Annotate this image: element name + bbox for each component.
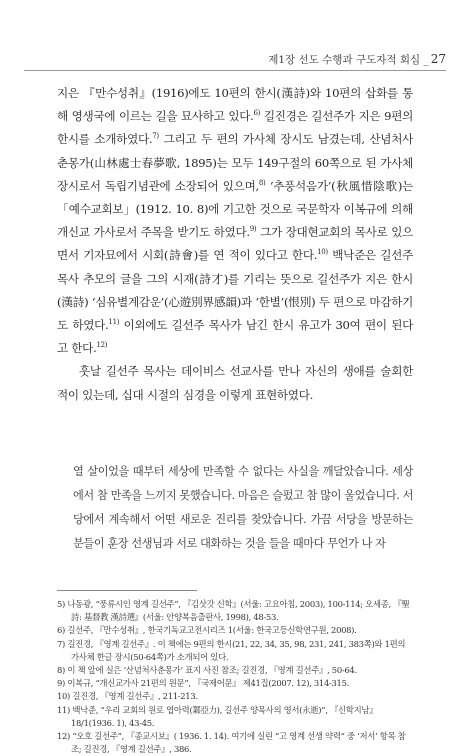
running-header: [24, 52, 446, 67]
text-run: 길진경은 길선주가 지은 9편의 한시를 소개하였다.: [57, 109, 413, 147]
footnote-item: 10) 길진경, 『영계 길선주』, 211-213.: [57, 691, 198, 702]
footnote-marker: 11): [108, 318, 120, 327]
text-run: 그가 장대현교회의 목사로 있으면서 기자묘에서 시회(詩會)를 연 적이 있다고 한다.: [57, 225, 413, 263]
text-run: 그리고 두 편의 가사체 장시도 남겼는데, 산념처사춘몽가(山林處士春夢歌, 1895)는 모두 149구절의 60쪽으로 된 가사체 장시로서 독립기념관에 소장되어 있으며,: [57, 132, 413, 193]
footnote-item: 12) “오호 길선주”, 『종교시보』( 1936. 1. 14). 여기에 실린 “고 영계 선생 약력” 중 ‘저서’ 항목 참조; 길진경, 『영계 길선주』, 386.: [57, 731, 406, 755]
footnote-marker: 12): [96, 341, 108, 350]
footnote-item: 9) 이복규, “개신교가사 21편의 원문”, 『국제어문』 제41집(2007. 12), 314-315.: [57, 678, 349, 689]
body-paragraph: [57, 360, 413, 406]
footnotes: [57, 598, 413, 756]
footnote-item: 8) 이 책 앞에 실은 ‘산념처사춘몽가’ 표지 사진 참조; 길진경, 『영계 길선주』, 50-64.: [57, 665, 357, 676]
footnote-marker: 10): [317, 248, 328, 257]
footnote-item: 5) 나동광, “풍류시인 영계 길선주”, 『김삿갓 신학』(서울: 고요아침, 2003), 100-114; 오세종, 『聖詩: 基督教 漢詩選』(서울: 안양복음출판사, 1998), 48-53.: [57, 599, 410, 623]
quote-text: 열 살이었을 때부터 세상에 만족할 수 없다는 사실을 깨달았습니다. 세상에서 참 만족을 느끼지 못했습니다. 마음은 슬펐고 참 많이 울었습니다. 서당에서 계속해서 어떤 새로운 진리를 찾았습니다. 가끔 서당을 방문하는 분들이 훈장 선생님과 서로 대화하는 것을 들을 때마다 무언가 나 자: [73, 465, 413, 550]
footnote-rule: [57, 590, 197, 591]
running-title: 제1장 선도 수행과 구도자적 회심 _: [268, 54, 429, 66]
footnote-marker: 6): [253, 109, 261, 118]
block-quote: [73, 460, 413, 556]
text-run: 백낙준은 길선주 목사 추모의 글을 그의 시재(詩才)를 기리는 뜻으로 길선주가 지은 한시(漢詩) ‘심유별계감운’(心遊別界感韻)과 ‘한별’(恨別) 두 편으로 마감하기도 하였다.: [57, 248, 413, 333]
footnote-marker: 8): [258, 178, 266, 187]
text-run: 지은 『만수성취』(1916)에도 10편의 한시(漢詩)와 10편의 삽화를 통해 영생국에 이르는 길을 묘사하고 있다.: [57, 86, 413, 124]
footnote-marker: 7): [152, 132, 159, 141]
footnote-item: 11) 백낙준, “우리 교회의 원로 엽아력(鄴亞力), 길선주 양목사의 영서(永逝)”, 『신학지남』 18/1(1936. 1), 43-45.: [57, 704, 378, 728]
body-paragraph: [57, 82, 413, 360]
text-run: 이외에도 길선주 목사가 남긴 한시 유고가 30여 편이 된다고 한다.: [57, 318, 413, 356]
footnote-item: 6) 길선주, 『만수성취』, 한국기독교고전시리즈 1(서울: 한국고등신학연구원, 2008).: [57, 625, 357, 636]
main-body: [57, 82, 413, 407]
page-number: 27: [430, 52, 446, 66]
footnote-marker: 9): [249, 225, 257, 234]
text-run: 훗날 길선주 목사는 데이비스 선교사를 만나 자신의 생애를 술회한 적이 있는데, 십대 시절의 심경을 이렇게 표현하였다.: [57, 364, 413, 402]
header-rule: [24, 70, 446, 71]
footnote-item: 7) 길진경, 『영계 길선주』. 이 책에는 9편의 한시(21, 22, 34, 35, 98, 231, 241, 383쪽)와 1편의 가사체 한글 장시(50-64쪽)가 소개되어 있다.: [57, 638, 406, 662]
text-run: ‘추풍석음가’(秋風惜陰歌)는 「예수교회보」(1912. 10. 8)에 기고한 것으로 국문학자 이복규에 의해 개신교 가사로서 주목을 받기도 하였다.: [57, 178, 413, 240]
